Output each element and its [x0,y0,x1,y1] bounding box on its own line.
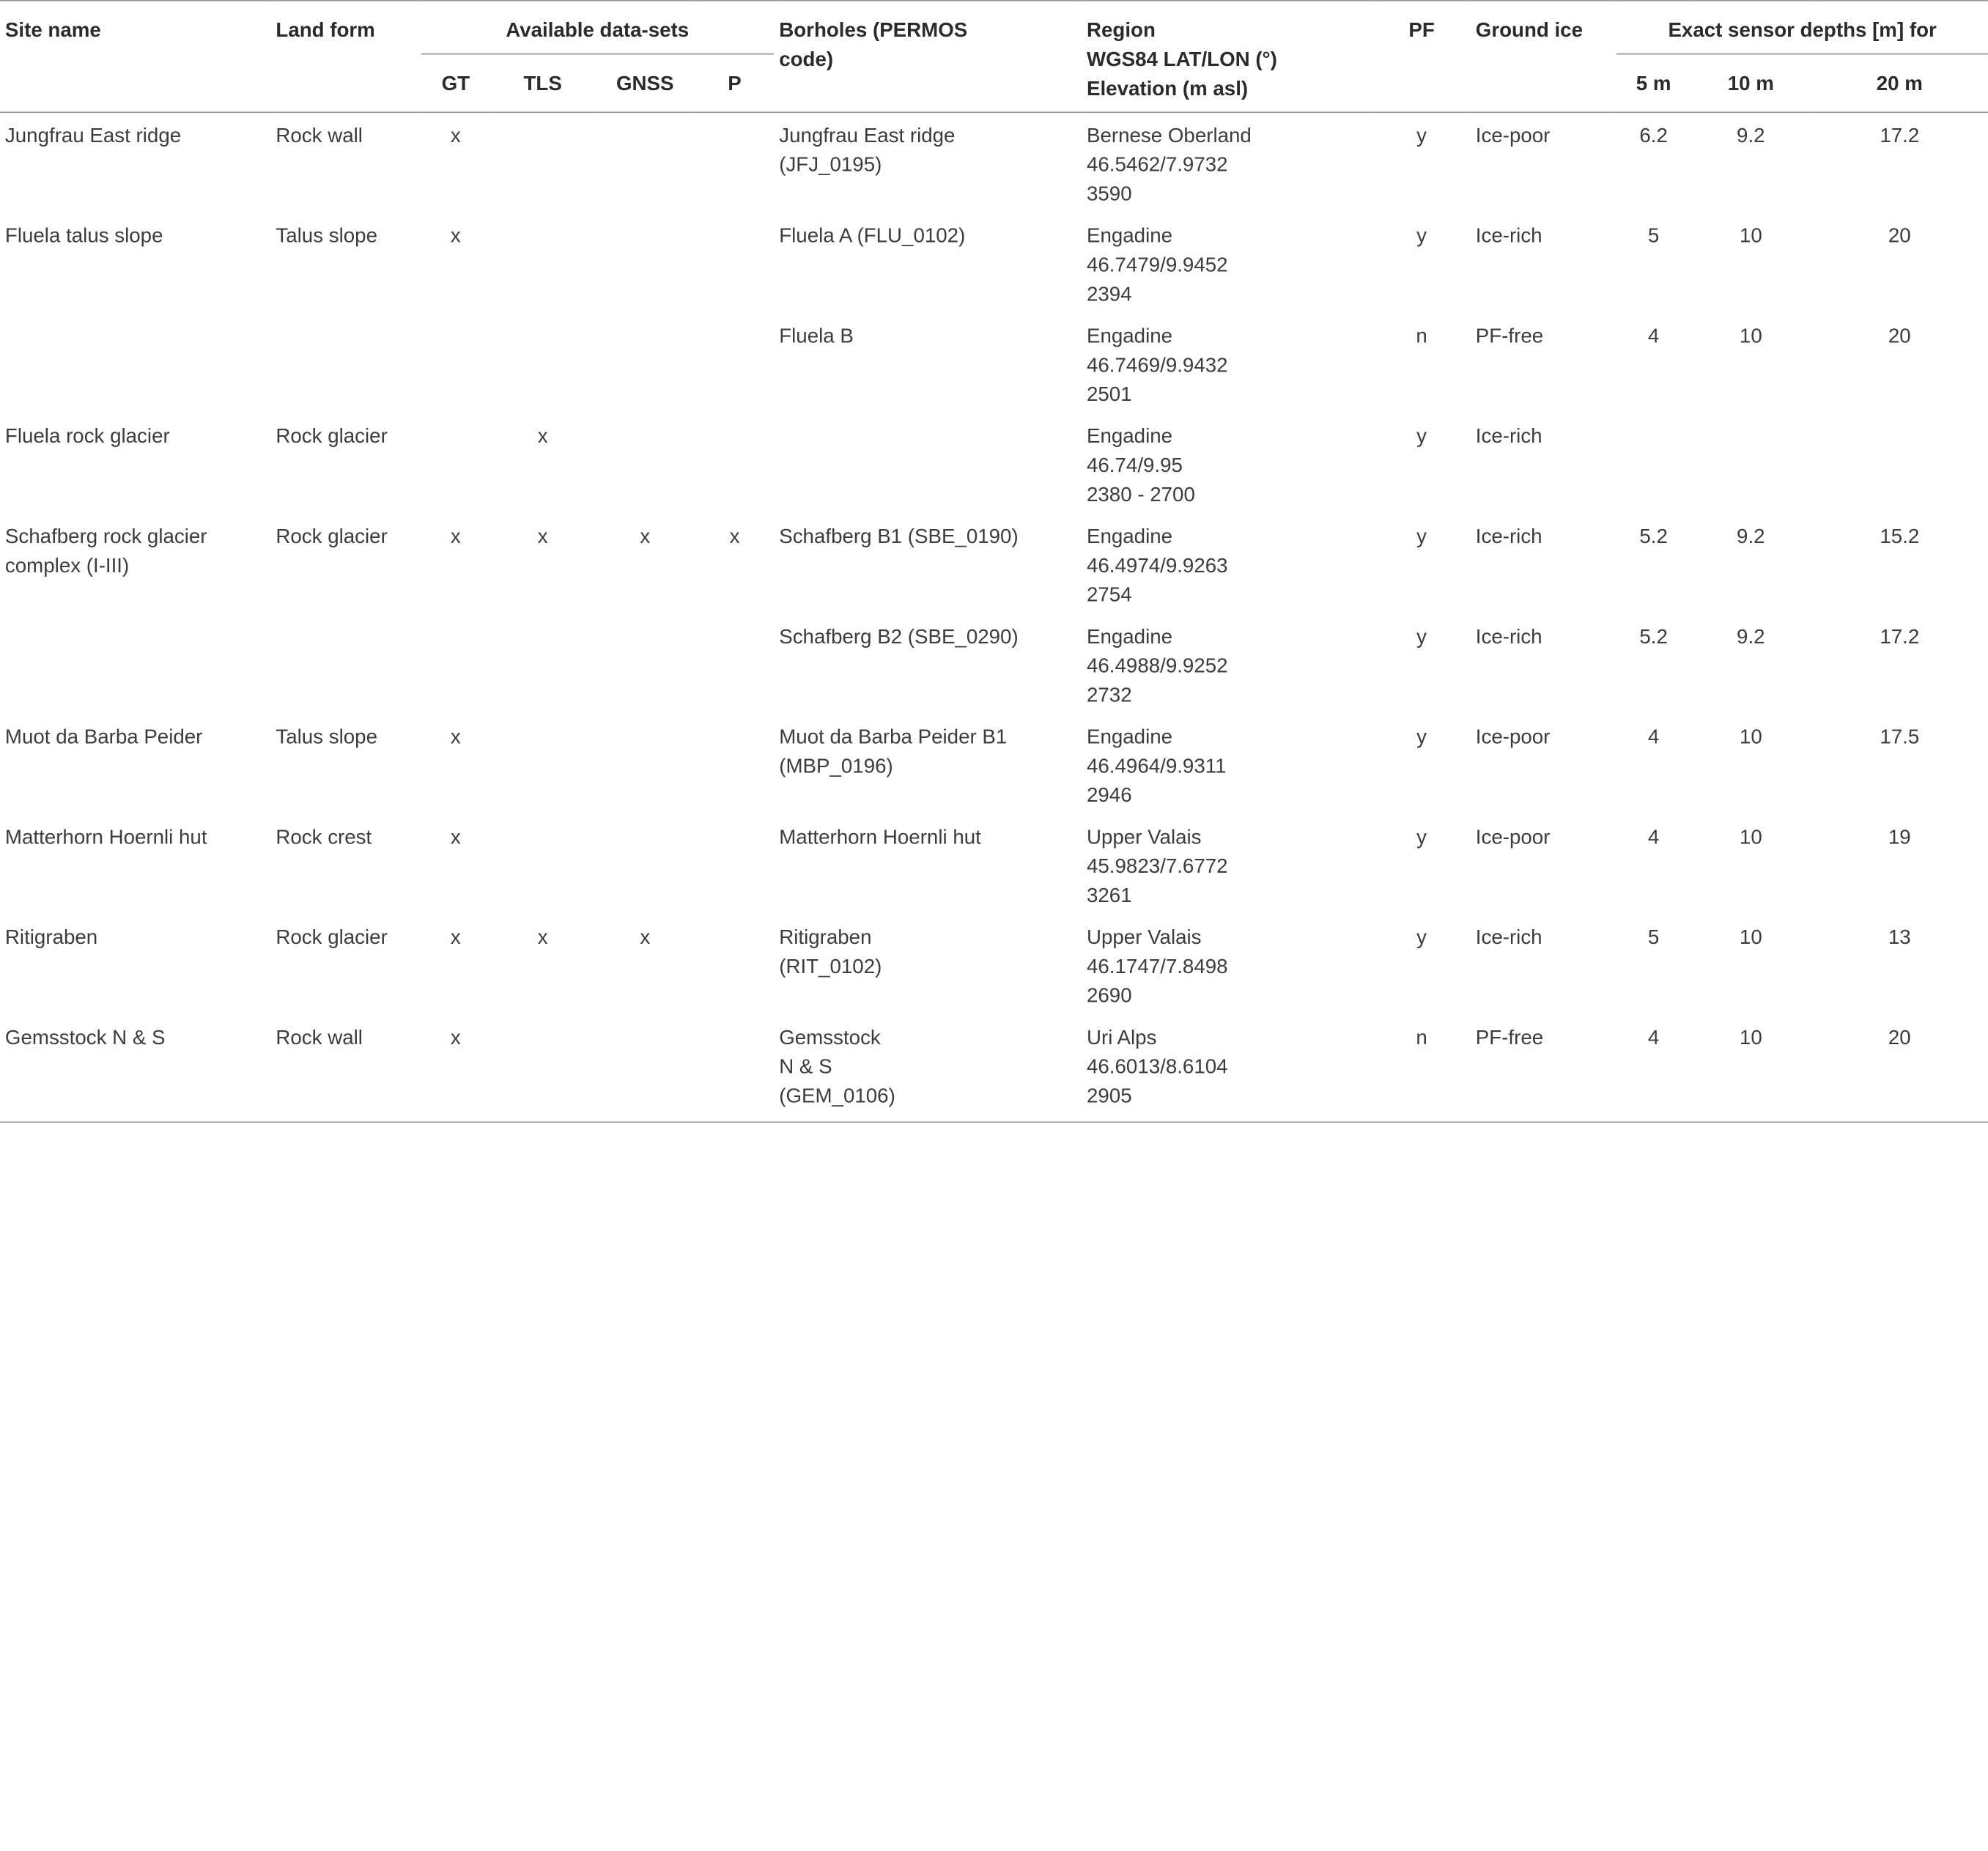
cell-region-line: 46.4988/9.9252 [1086,656,1228,678]
cell-depth-20m: 17.2 [1880,627,1920,649]
cell-gnss [595,213,695,314]
cell-gt: x [450,927,461,950]
cell-region-line: Engadine [1086,627,1173,649]
col-header-tls: TLS [523,74,562,96]
cell-borehole-line: Gemsstock [779,1027,881,1049]
cell-gnss [595,1015,695,1122]
cell-land-form: Rock glacier [276,526,388,548]
cell-region [1082,112,1372,213]
cell-depth-10m: 9.2 [1737,125,1765,147]
cell-site-name-line: Gemsstock N & S [4,1027,166,1049]
cell-borehole-line: Fluela B [779,325,854,348]
col-header-depth-10m: 10 m [1727,74,1774,96]
cell-depth-10m: 10 [1690,1015,1811,1122]
cell-ground-ice: Ice-rich [1475,927,1542,950]
header-row [0,1,1988,55]
cell-depth-20m: 20 [1811,1015,1988,1122]
cell-region [1082,814,1372,915]
cell-site-name-line: Schafberg rock glacier [4,526,207,548]
cell-land-form: Talus slope [276,226,377,248]
cell-gnss: x [640,526,651,548]
table-body [0,112,1988,1122]
cell-site-name-line: Fluela rock glacier [4,426,170,448]
cell-p [695,714,775,815]
table-row [0,314,1988,414]
col-header-gt: GT [441,74,470,96]
cell-gnss [595,714,695,815]
cell-gt [421,413,490,514]
cell-region [1082,714,1372,815]
cell-region-line: 2905 [1086,1085,1132,1108]
cell-tls [491,614,595,714]
cell-region-line: 2380 - 2700 [1086,484,1195,506]
cell-ground-ice: Ice-rich [1475,226,1542,248]
cell-region-line: 2501 [1086,384,1132,407]
table-row [0,814,1988,915]
cell-pf: n [1372,1015,1471,1122]
cell-depth-10m: 9.2 [1737,526,1765,548]
cell-site-name [0,714,270,815]
cell-land-form [270,614,421,714]
cell-land-form [270,314,421,414]
cell-land-form: Talus slope [276,727,377,749]
col-header-boreholes-line1: Borholes (PERMOS [779,20,968,43]
cell-gt: x [450,125,461,147]
cell-site-name-line: Muot da Barba Peider [4,727,203,749]
cell-pf: n [1416,325,1427,348]
cell-tls [491,814,595,915]
cell-p [695,614,775,714]
cell-site-name-line: complex (I-III) [4,555,130,577]
cell-gt: x [450,226,461,248]
col-header-ground-ice: Ground ice [1471,1,1616,112]
cell-region [1082,915,1372,1015]
cell-borehole [774,314,1082,414]
cell-pf: y [1416,627,1427,649]
cell-region-line: Upper Valais [1086,927,1202,950]
cell-site-name-line: Matterhorn Hoernli hut [4,827,207,849]
cell-depth-10m: 10 [1739,827,1762,849]
cell-tls: x [537,927,548,950]
cell-depth-5m: 4 [1647,325,1660,348]
cell-depth-20m: 19 [1888,827,1911,849]
cell-site-name-line: Fluela talus slope [4,226,163,248]
cell-site-name [0,915,270,1015]
col-header-depths [1616,1,1988,55]
cell-depth-5m: 5.2 [1639,627,1668,649]
cell-region-line: 46.5462/7.9732 [1086,155,1228,177]
cell-tls [491,314,595,414]
cell-depth-5m: 6.2 [1639,125,1668,147]
cell-site-name [0,814,270,915]
cell-region [1082,213,1372,314]
cell-gnss [595,112,695,213]
col-header-region-line1: Region [1086,20,1156,43]
cell-region-line: 3590 [1086,184,1132,206]
cell-p [695,915,775,1015]
cell-region-line: Bernese Oberland [1086,125,1252,147]
col-header-boreholes-line2: code) [779,49,834,71]
cell-pf: y [1416,226,1427,248]
cell-pf: y [1416,927,1427,950]
cell-depth-20m: 17.5 [1880,727,1920,749]
cell-tls [491,1015,595,1122]
cell-gt: x [450,526,461,548]
table-row [0,213,1988,314]
cell-gnss [595,413,695,514]
cell-borehole [774,614,1082,714]
cell-borehole [774,714,1082,815]
cell-p [695,213,775,314]
cell-site-name [0,614,270,714]
cell-region-line: Uri Alps [1086,1027,1157,1049]
cell-depth-10m: 10 [1739,226,1762,248]
col-header-datasets-label: Available data-sets [506,20,690,43]
cell-site-name [0,514,270,614]
cell-depth-5m: 4 [1616,1015,1690,1122]
cell-p: x [729,526,740,548]
cell-region-line: 2732 [1086,684,1132,707]
cell-tls [491,213,595,314]
col-header-depths-label: Exact sensor depths [m] for [1668,20,1937,43]
cell-region-line: 46.6013/8.6104 [1086,1057,1228,1079]
cell-region-line: 46.7479/9.9452 [1086,254,1228,277]
cell-pf: y [1416,125,1427,147]
col-header-pf: PF [1372,1,1471,112]
cell-ground-ice: Ice-poor [1475,125,1551,147]
cell-land-form: Rock wall [270,1015,421,1122]
cell-region-line: 46.4964/9.9311 [1086,755,1227,778]
cell-region-line: 2690 [1086,986,1132,1008]
cell-ground-ice: PF-free [1471,1015,1616,1122]
cell-region-line: Upper Valais [1086,827,1202,849]
cell-land-form: Rock glacier [276,927,388,950]
cell-p [695,112,775,213]
cell-site-name [0,213,270,314]
cell-pf: y [1416,426,1427,448]
cell-tls: x [537,526,548,548]
cell-ground-ice: Ice-poor [1475,827,1551,849]
cell-region-line: 46.7469/9.9432 [1086,355,1228,377]
cell-borehole-line: Ritigraben [779,927,872,950]
cell-region-line: 2946 [1086,785,1132,808]
cell-borehole-line: Matterhorn Hoernli hut [779,827,981,849]
cell-borehole-line: (RIT_0102) [779,956,882,978]
cell-borehole-line: Muot da Barba Peider B1 [779,727,1008,749]
cell-borehole [774,112,1082,213]
table-row [0,915,1988,1015]
cell-p [695,314,775,414]
col-header-land-form: Land form [270,1,421,112]
cell-gnss [595,814,695,915]
cell-gnss [595,614,695,714]
cell-p [695,814,775,915]
cell-region-line: 46.74/9.95 [1086,455,1183,477]
cell-region [1082,1015,1372,1122]
cell-gnss [595,314,695,414]
cell-borehole-line: Schafberg B1 (SBE_0190) [779,526,1019,548]
col-header-region-line2: WGS84 LAT/LON (°) [1086,49,1277,71]
cell-gnss: x [640,927,651,950]
cell-site-name-line: Jungfrau East ridge [4,125,182,147]
cell-borehole-line: (JFJ_0195) [779,155,882,177]
cell-borehole-line: N & S [779,1057,832,1079]
cell-borehole [774,213,1082,314]
cell-pf: y [1416,727,1427,749]
cell-region [1082,314,1372,414]
cell-gt: x [450,827,461,849]
col-header-region-line3: Elevation (m asl) [1086,78,1249,100]
cell-region-line: 46.4974/9.9263 [1086,555,1228,577]
cell-region-line: 45.9823/7.6772 [1086,856,1228,879]
cell-region [1082,614,1372,714]
col-header-site-name: Site name [0,1,270,112]
col-header-p: P [728,74,742,96]
cell-region [1082,413,1372,514]
col-header-depth-5m: 5 m [1636,74,1671,96]
cell-region-line: 2754 [1086,585,1132,607]
table-row [0,1015,1988,1122]
cell-depth-10m: 9.2 [1737,627,1765,649]
cell-depth-5m: 4 [1647,727,1660,749]
cell-borehole-line: Jungfrau East ridge [779,125,956,147]
col-header-boreholes [774,1,1082,112]
cell-borehole [774,413,1082,514]
cell-region-line: 2394 [1086,284,1132,306]
cell-depth-20m [1811,413,1988,514]
cell-depth-5m: 4 [1647,827,1660,849]
cell-depth-10m: 10 [1739,727,1762,749]
cell-borehole [774,514,1082,614]
cell-gt: x [421,1015,490,1122]
cell-gt [421,314,490,414]
table-row [0,514,1988,614]
cell-borehole-line: Schafberg B2 (SBE_0290) [779,627,1019,649]
col-header-datasets [421,1,774,55]
cell-land-form: Rock wall [276,125,363,147]
cell-borehole-line: (GEM_0106) [779,1085,895,1108]
col-header-depth-20m: 20 m [1876,74,1923,96]
cell-depth-5m: 5 [1647,226,1660,248]
cell-depth-5m: 5.2 [1639,526,1668,548]
cell-region-line: Engadine [1086,325,1173,348]
cell-ground-ice: Ice-poor [1475,727,1551,749]
cell-site-name [0,314,270,414]
cell-depth-10m: 10 [1739,325,1762,348]
cell-borehole [774,1015,1082,1122]
table-row [0,413,1988,514]
cell-depth-10m [1690,413,1811,514]
cell-tls: x [537,426,548,448]
cell-site-name [0,413,270,514]
cell-region-line: Engadine [1086,727,1173,749]
cell-depth-20m: 20 [1888,226,1911,248]
cell-region-line: Engadine [1086,226,1173,248]
cell-depth-5m: 5 [1647,927,1660,950]
table-row [0,614,1988,714]
table-row [0,112,1988,213]
cell-depth-20m: 17.2 [1880,125,1920,147]
cell-tls [491,112,595,213]
cell-ground-ice: Ice-rich [1475,426,1542,448]
cell-borehole-line: (MBP_0196) [779,755,893,778]
cell-region-line: Engadine [1086,526,1173,548]
cell-ground-ice: PF-free [1475,325,1544,348]
cell-tls [491,714,595,815]
col-header-gnss: GNSS [616,74,674,96]
cell-land-form: Rock crest [276,827,372,849]
col-header-region [1082,1,1372,112]
cell-depth-20m: 15.2 [1880,526,1920,548]
cell-region-line: 46.1747/7.8498 [1086,956,1228,978]
cell-region-line: 3261 [1086,885,1132,907]
cell-region-line: Engadine [1086,426,1173,448]
cell-depth-5m [1616,413,1690,514]
cell-ground-ice: Ice-rich [1475,526,1542,548]
cell-site-name-line: Ritigraben [4,927,98,950]
cell-site-name [0,1015,270,1122]
cell-pf: y [1416,526,1427,548]
cell-borehole-line: Fluela A (FLU_0102) [779,226,966,248]
cell-p [695,413,775,514]
cell-pf: y [1416,827,1427,849]
cell-depth-20m: 13 [1888,927,1911,950]
cell-ground-ice: Ice-rich [1475,627,1542,649]
cell-borehole [774,814,1082,915]
cell-gt: x [450,727,461,749]
cell-borehole [774,915,1082,1015]
cell-depth-20m: 20 [1888,325,1911,348]
cell-p [695,1015,775,1122]
cell-site-name [0,112,270,213]
cell-gt [421,614,490,714]
cell-region [1082,514,1372,614]
table-row [0,714,1988,815]
cell-land-form: Rock glacier [276,426,388,448]
cell-depth-10m: 10 [1739,927,1762,950]
